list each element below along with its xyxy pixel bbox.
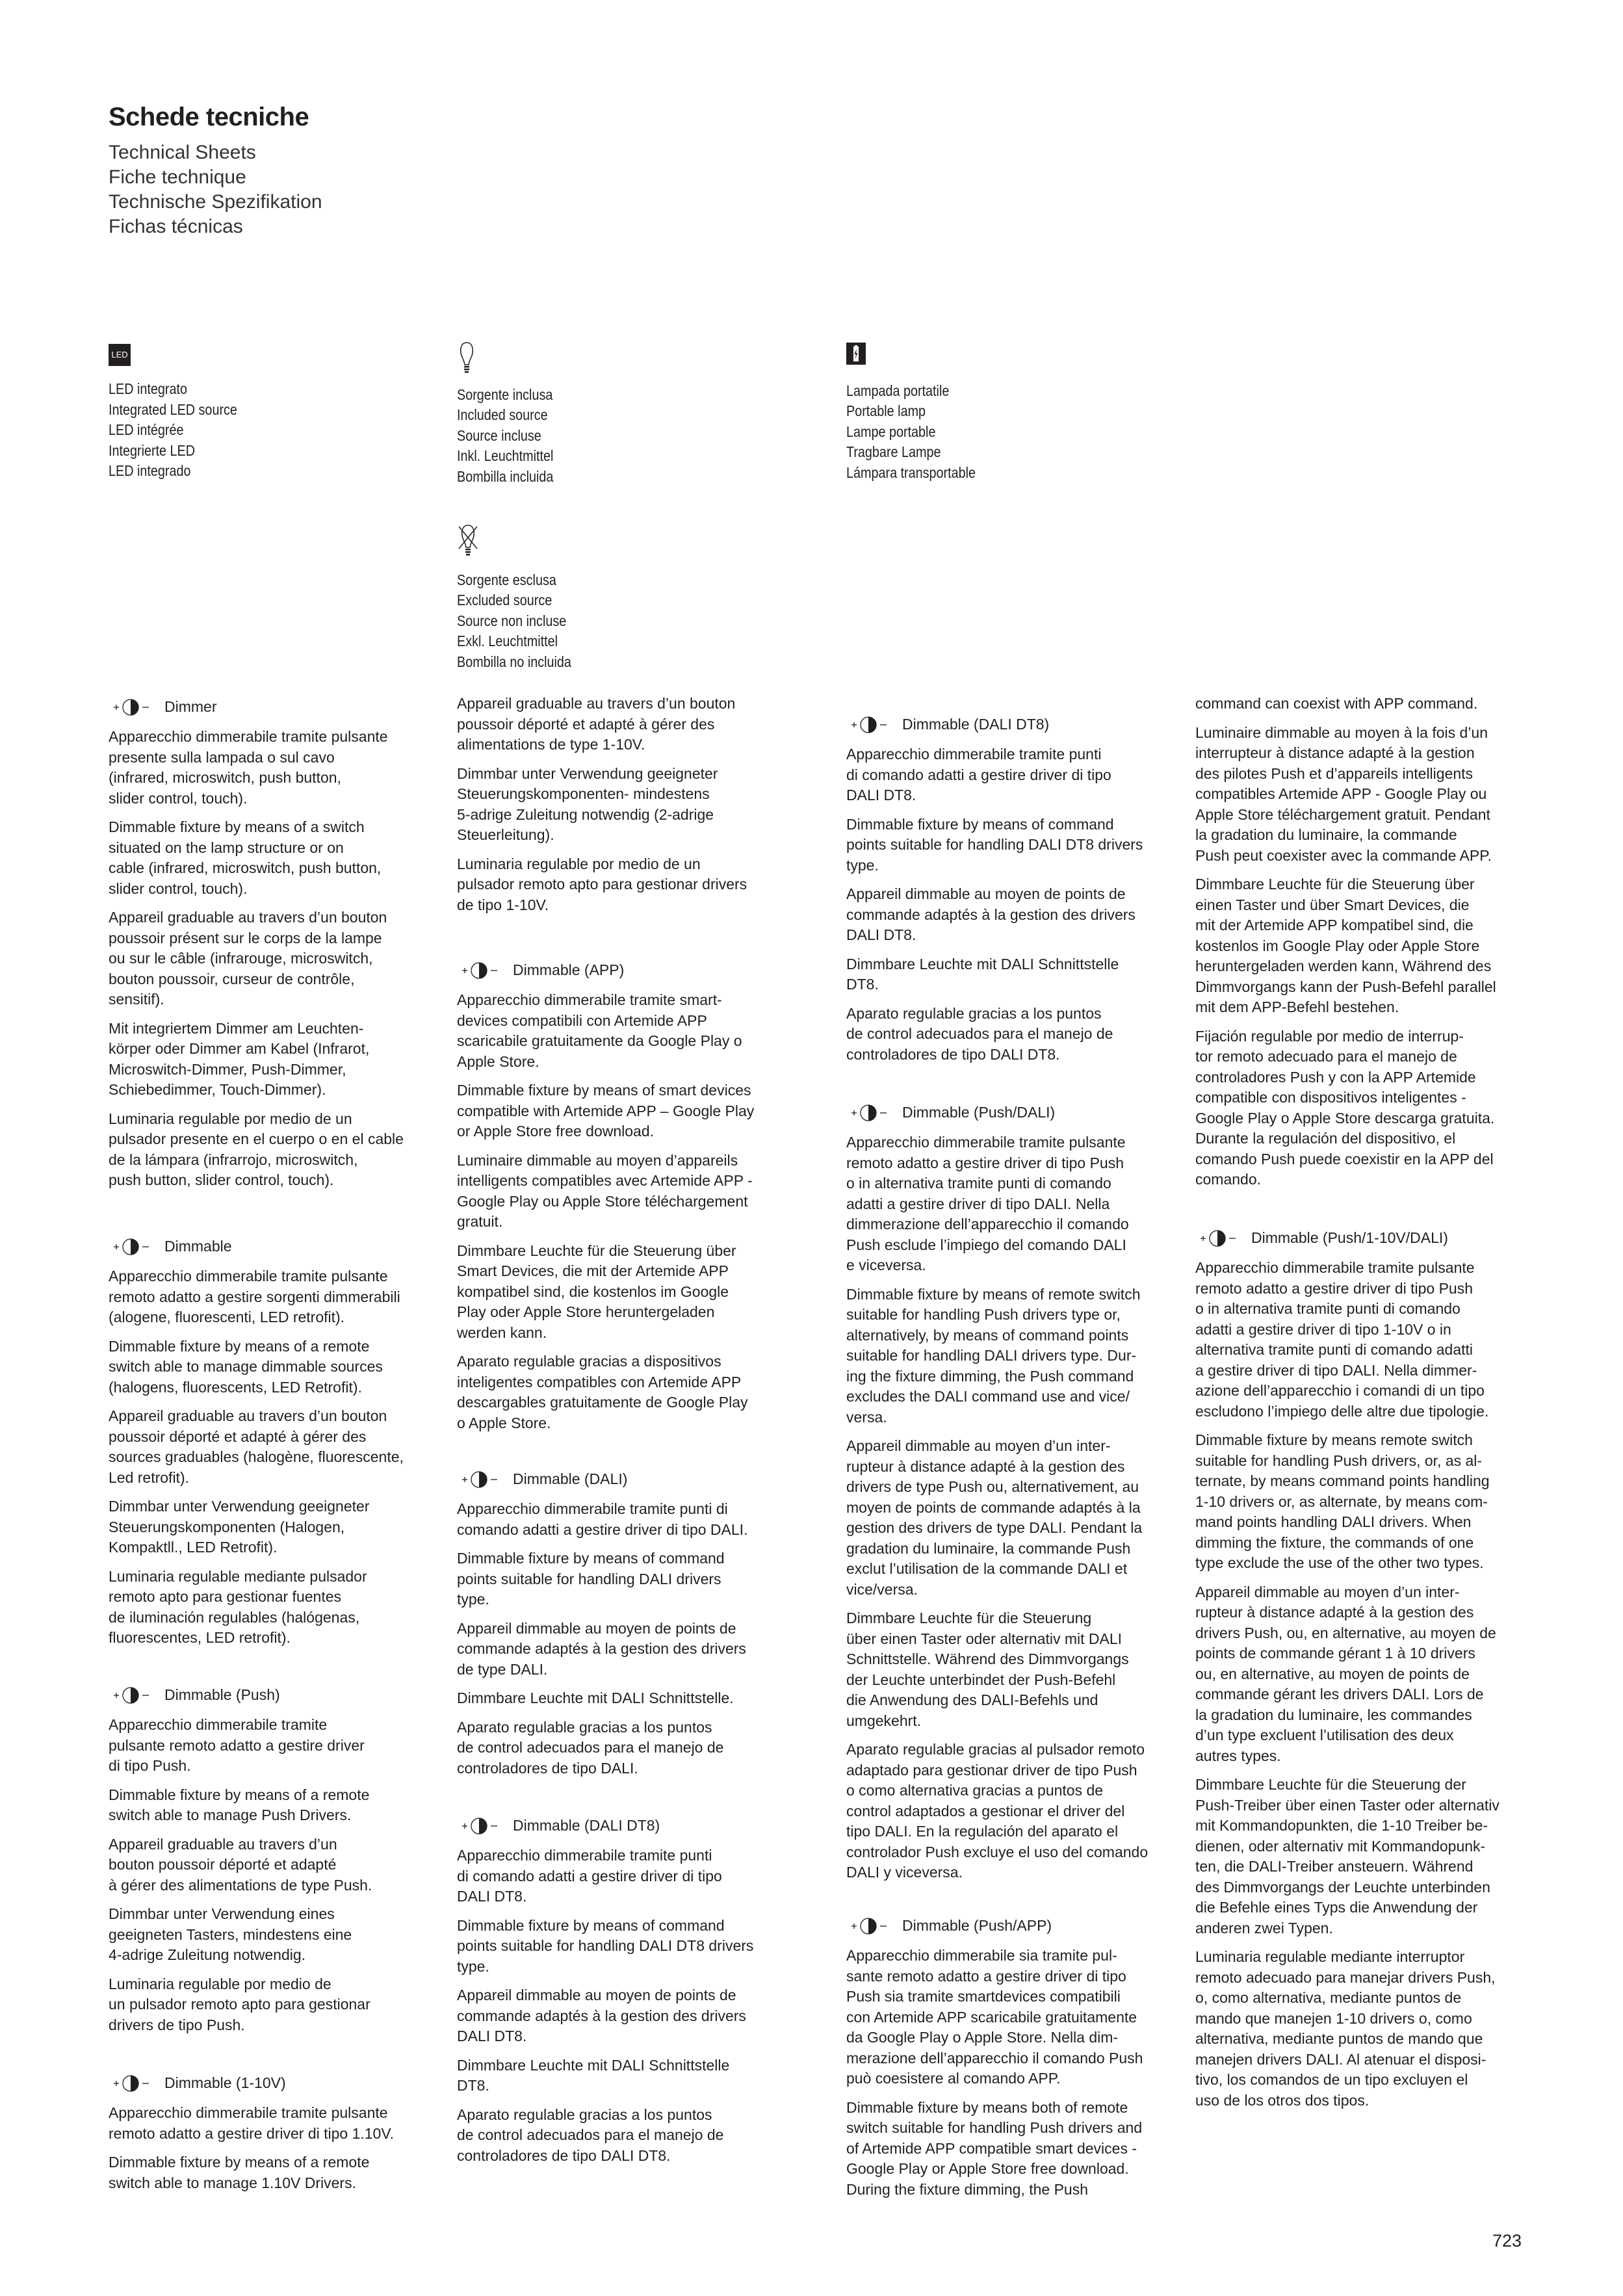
section-title: Dimmer: [164, 698, 217, 716]
section-paragraph: Dimmable fixture by means remote switch suitable for handling Push drivers, or, as al- ternate, by means command points handling 1-10 drivers or, as alternate, by means com- mand points handling DALI drivers. When dimming the fixture, the commands of one type exclude the use of the other two types.: [1195, 1431, 1490, 1571]
section-paragraph: Apparecchio dimmerabile tramite pulsante remoto adatto a gestire driver di tipo Push o in alternativa tramite punti di comando adatti a gestire driver di tipo 1-10V o in alternativa tramite punti di comando adatti a gestire driver di tipo DALI. Nella dimmer- azione dell’apparecchio i comandi di un tipo escludono l’impiego delle altre due tipologie.: [1195, 1259, 1489, 1420]
dimming-section: [457, 1469, 821, 1787]
section-paragraph: Appareil dimmable au moyen d’un inter- rupteur à distance adapté à la gestion des drivers de type Push ou, alternativement, au moyen de points de commande adaptés à la gestion des drivers de type DALI. Pendant la gradation du luminaire, la commande Push exclut l’utilisation de la commande DALI et vice/versa.: [846, 1437, 1143, 1598]
section-paragraph: Dimmbare Leuchte für die Steuerung über Smart Devices, die mit der Artemide APP kompatibel sind, die kostenlos im Google Play oder Apple Store heruntergeladen werden kann.: [457, 1242, 736, 1341]
page-number: 723: [1492, 2231, 1522, 2250]
led-badge-icon: LED: [109, 344, 131, 366]
section-paragraph: Luminaria regulable mediante interruptor remoto adecuado para manejar drivers Push, o, como alternativa, mediante puntos de mando que manejen 1-10 drivers o, como alternativa, mediante puntos de mando que manejen drivers DALI. Al atenuar el disposi- tivo, los comandos de un tipo excluyen el uso de los otros dos tipos.: [1195, 1948, 1496, 2109]
subtitle-es: Fichas técnicas: [109, 216, 243, 237]
dimmer-icon: [114, 698, 150, 717]
section-paragraph: Luminaria regulable mediante pulsador remoto apto para gestionar fuentes de iluminación regulables (halógenas, fluorescentes, LED retrofit).: [109, 1567, 367, 1646]
legend-portable-lamp: [846, 343, 996, 483]
section-header: [109, 697, 473, 718]
legend-source-included: [457, 341, 569, 487]
section-title: Dimmable (Push/DALI): [902, 1104, 1056, 1121]
section-paragraph: Appareil graduable au travers d’un bouton poussoir déporté et adapté à gérer des alimentations de type Push.: [109, 1835, 372, 1894]
section-paragraph: Appareil dimmable au moyen de points de commande adaptés à la gestion des drivers DALI DT8.: [457, 1987, 746, 2044]
section-paragraph: Apparecchio dimmerabile tramite pulsante remoto adatto a gestire driver di tipo Push o in alternativa tramite punti di comando adatti a gestire driver di tipo DALI. Nella dimmerazione dell’apparecchio il comando Push esclude l’impiego del comando DALI e viceversa.: [846, 1134, 1129, 1273]
section-paragraph: Appareil dimmable au moyen de points de commande adaptés à la gestion des drivers DALI DT8.: [846, 885, 1136, 943]
dimmer-icon: [114, 1237, 150, 1257]
section-paragraph: Dimmable fixture by means of a switch situated on the lamp structure or on cable (infrared, microswitch, push button, slider control, touch).: [109, 818, 382, 897]
section-paragraph: Dimmable fixture by means of command points suitable for handling DALI drivers type.: [457, 1550, 725, 1608]
section-paragraph: Dimmable fixture by means of a remote switch able to manage dimmable sources (halogens, fluorescents, LED Retrofit).: [109, 1337, 383, 1396]
section-paragraph: Apparecchio dimmerabile tramite pulsante presente sulla lampada o sul cavo (infrared, microswitch, push button, slider control, touch).: [109, 728, 388, 807]
legend-text: LED integrato Integrated LED source LED intégrée Integrierte LED LED integrado: [109, 380, 237, 479]
section-paragraph: Appareil dimmable au moyen d’un inter- rupteur à distance adapté à la gestion des drivers Push, ou, en alternative, au moyen de points de commande gérant 1 à 10 drivers ou, en alternative, au moyen de points de commande gérant les drivers DALI. Lors de la gradation du luminaire, les commandes d’un type excluent l’utilisation des deux autres types.: [1195, 1583, 1496, 1764]
section-paragraph: Dimmbare Leuchte mit DALI Schnittstelle.: [457, 1689, 734, 1706]
dimming-section: [457, 960, 821, 1442]
battery-icon: [846, 343, 866, 365]
dimming-section: [109, 1236, 473, 1657]
dimmer-icon: [114, 2074, 150, 2093]
dimmer-icon: [851, 715, 888, 735]
section-paragraph: Dimmable fixture by means of a remote switch able to manage 1.10V Drivers.: [109, 2154, 370, 2191]
section-title: Dimmable (Push/APP): [902, 1917, 1052, 1935]
dimmer-icon: [114, 1686, 150, 1705]
legend-text: Sorgente esclusa Excluded source Source non incluse Exkl. Leuchtmittel Bombilla no incluida: [457, 571, 571, 670]
section-paragraph: Dimmbar unter Verwendung geeigneter Steuerungskomponenten- mindestens 5-adrige Zuleitung notwendig (2-adrige Steuerleitung).: [457, 764, 718, 843]
page-subtitles: [109, 140, 322, 239]
dimming-section: [846, 1916, 1210, 2208]
bulb-crossed-icon: [457, 524, 479, 556]
section-title: Dimmable (Push/1-10V/DALI): [1251, 1229, 1448, 1247]
dimmer-icon: [1201, 1229, 1237, 1248]
section-paragraph: Dimmable fixture by means of command points suitable for handling DALI DT8 drivers type.: [457, 1916, 754, 1975]
dimmer-icon: [462, 961, 499, 980]
section-title: Dimmable: [164, 1238, 232, 1255]
section-title: Dimmable (DALI DT8): [513, 1817, 660, 1834]
section-title: Dimmable (APP): [513, 961, 625, 979]
section-paragraph: Luminaire dimmable au moyen à la fois d’un interrupteur à distance adapté à la gestion des pilotes Push et d’appareils intelligents compatibles Artemide APP - Google Play ou Apple Store téléchargement gratuit. Pendant la gradation du luminaire, la commande Push peut coexister avec la commande APP.: [1195, 724, 1492, 864]
section-paragraph: Dimmbare Leuchte mit DALI Schnittstelle DT8.: [846, 955, 1119, 993]
section-header: [109, 2073, 473, 2094]
dimming-section: [1195, 1228, 1559, 2119]
section-paragraph: Appareil graduable au travers d’un bouton poussoir déporté et adapté à gérer des sources graduables (halogène, fluorescente, Led retrofit).: [109, 1407, 404, 1486]
section-header: [457, 1816, 821, 1836]
dimming-section-continued: [457, 694, 821, 924]
section-paragraph: Apparecchio dimmerabile tramite pulsante remoto adatto a gestire driver di tipo Push.: [109, 1716, 365, 1774]
section-paragraph: Luminaire dimmable au moyen d’appareils intelligents compatibles avec Artemide APP - Google Play ou Apple Store téléchargement gratuit.: [457, 1151, 753, 1230]
dimming-section: [109, 1685, 473, 2044]
subtitle-de: Technische Spezifikation: [109, 191, 322, 213]
dimmer-icon: [851, 1103, 888, 1123]
section-paragraph: Aparato regulable gracias a los puntos de control adecuados para el manejo de controladores de tipo DALI.: [457, 1718, 724, 1777]
section-header: [846, 714, 1210, 735]
dimmer-icon: [462, 1470, 499, 1489]
section-title: Dimmable (Push): [164, 1686, 280, 1704]
bulb-icon: [457, 341, 476, 374]
subtitle-en: Technical Sheets: [109, 142, 256, 163]
section-paragraph: Aparato regulable gracias a los puntos de control adecuados para el manejo de controladores de tipo DALI DT8.: [457, 2106, 724, 2164]
section-paragraph: Luminaria regulable por medio de un pulsador presente en el cuerpo o en el cable de la lámpara (infrarrojo, microswitch, push button, slider control, touch).: [109, 1110, 404, 1188]
dimming-section: [109, 2073, 473, 2202]
dimming-section-continued: [1195, 694, 1559, 1199]
dimming-section: [457, 1816, 821, 2174]
section-paragraph: Aparato regulable gracias a los puntos de control adecuados para el manejo de controladores de tipo DALI DT8.: [846, 1004, 1113, 1063]
section-paragraph: Luminaria regulable por medio de un pulsador remoto apto para gestionar drivers de tipo 1-10V.: [457, 855, 747, 913]
section-paragraph: Dimmable fixture by means of remote switch suitable for handling Push drivers type or, alternatively, by means of command points suitable for handling DALI drivers type. Dur- ing the fixture dimming, the Push command excludes the DALI command use and vice/ versa.: [846, 1285, 1141, 1426]
section-paragraph: Dimmable fixture by means of smart devices compatible with Artemide APP – Google Play or Apple Store free download.: [457, 1082, 755, 1140]
dimmer-icon: [851, 1916, 888, 1936]
section-title: Dimmable (1-10V): [164, 2074, 286, 2092]
section-header: [846, 1102, 1210, 1123]
section-paragraph: Appareil graduable au travers d’un bouton poussoir déporté et adapté à gérer des alimentations de type 1-10V.: [457, 695, 736, 753]
section-paragraph: Dimmable fixture by means of a remote switch able to manage Push Drivers.: [109, 1786, 370, 1823]
section-paragraph: Apparecchio dimmerabile tramite punti di comando adatti a gestire driver di tipo DALI DT8.: [846, 746, 1111, 803]
dimming-section: [109, 697, 473, 1199]
section-paragraph: Apparecchio dimmerabile tramite punti di comando adatti a gestire driver di tipo DALI DT8.: [457, 1847, 722, 1905]
section-paragraph: Luminaria regulable por medio de un pulsador remoto apto para gestionar drivers de tipo Push.: [109, 1975, 370, 2033]
section-header: [109, 1685, 473, 1706]
section-paragraph: Dimmable fixture by means of command points suitable for handling DALI DT8 drivers type.: [846, 815, 1143, 874]
section-title: Dimmable (DALI DT8): [902, 716, 1050, 733]
dimming-section: [846, 1102, 1210, 1892]
dimming-section: [846, 714, 1210, 1073]
section-paragraph: Apparecchio dimmerabile sia tramite pul- sante remoto adatto a gestire driver di tipo Push sia tramite smartdevices compatibili con Artemide APP scaricabile gratuitamente da Google Play o Apple Store. Nella dim- merazione dell’apparecchio il comando Push può coesistere al comando APP.: [846, 1947, 1143, 2087]
section-paragraph: Dimmbare Leuchte für die Steuerung über einen Taster und über Smart Devices, die mit der Artemide APP kompatibel sind, die kostenlos im Google Play oder Apple Store heruntergeladen werden kann, Während des Dimmvorgangs kann der Push-Befehl parallel mit dem APP-Befehl bestehen.: [1195, 876, 1496, 1015]
section-paragraph: Appareil graduable au travers d’un bouton poussoir présent sur le corps de la lampe ou sur le câble (infrarouge, microswitch, bouton poussoir, curseur de contrôle, sensitif).: [109, 909, 387, 1008]
legend-text: Lampada portatile Portable lamp Lampe portable Tragbare Lampe Lámpara transportable: [846, 382, 976, 481]
dimmer-icon: [462, 1816, 499, 1836]
section-header: [846, 1916, 1210, 1937]
section-header: [457, 1469, 821, 1490]
section-paragraph: Dimmbar unter Verwendung eines geeigneten Tasters, mindestens eine 4-adrige Zuleitung notwendig.: [109, 1905, 352, 1963]
section-header: [457, 960, 821, 981]
section-paragraph: Fijación regulable por medio de interrup- tor remoto adecuado para el manejo de controladores Push y con la APP Artemide compatible con dispositivos inteligentes - Google Play o Apple Store descarga gratuita. Durante la regulación del dispositivo, el comando Push puede coexistir en la APP del comando.: [1195, 1027, 1495, 1188]
section-paragraph: command can coexist with APP command.: [1195, 695, 1478, 712]
legend-led-integrated: [109, 343, 258, 482]
legend-text: Sorgente inclusa Included source Source incluse Inkl. Leuchtmittel Bombilla incluida: [457, 385, 554, 485]
section-paragraph: Apparecchio dimmerabile tramite smart- devices compatibili con Artemide APP scaricabile gratuitamente da Google Play o Apple Store.: [457, 991, 742, 1070]
section-paragraph: Dimmable fixture by means both of remote switch suitable for handling Push drivers and of Artemide APP compatible smart devices - Google Play or Apple Store free download. During the fixture dimming, the Push: [846, 2098, 1143, 2198]
section-header: [109, 1236, 473, 1257]
section-header: [1195, 1228, 1559, 1249]
section-paragraph: Dimmbare Leuchte mit DALI Schnittstelle DT8.: [457, 2056, 730, 2094]
legend-source-excluded: [457, 524, 590, 672]
section-paragraph: Appareil dimmable au moyen de points de commande adaptés à la gestion des drivers de type DALI.: [457, 1619, 746, 1678]
section-paragraph: Dimmbar unter Verwendung geeigneter Steuerungskomponenten (Halogen, Kompaktll., LED Retrofit).: [109, 1498, 370, 1556]
section-paragraph: Dimmbare Leuchte für die Steuerung der Push-Treiber über einen Taster oder alternativ mit Kommandopunkten, die 1-10 Treiber be- dienen, oder alternativ mit Kommandopunk- ten, die DALI-Treiber ansteuern. Während des Dimmvorgangs der Leuchte unterbinden die Befehle eines Typs die Anwendung der anderen zwei Typen.: [1195, 1776, 1500, 1937]
section-paragraph: Dimmbare Leuchte für die Steuerung über einen Taster oder alternativ mit DALI Schnittstelle. Während des Dimmvorgangs der Leuchte unterbindet der Push-Befehl die Anwendung des DALI-Befehls und umgekehrt.: [846, 1610, 1129, 1729]
subtitle-fr: Fiche technique: [109, 166, 246, 188]
section-paragraph: Aparato regulable gracias a dispositivos inteligentes compatibles con Artemide APP descargables gratuitamente de Google Play o Apple Store.: [457, 1353, 748, 1431]
section-paragraph: Apparecchio dimmerabile tramite punti di comando adatti a gestire driver di tipo DALI.: [457, 1500, 748, 1538]
section-paragraph: Aparato regulable gracias al pulsador remoto adaptado para gestionar driver de tipo Push o como alternativa gracias a puntos de control adaptados a gestionar el driver del tipo DALI. En la regulación del aparato el controlador Push excluye el uso del comando DALI y viceversa.: [846, 1741, 1149, 1881]
section-paragraph: Mit integriertem Dimmer am Leuchten- körper oder Dimmer am Kabel (Infrarot, Microswitch-Dimmer, Push-Dimmer, Schiebedimmer, Touch-Dimmer).: [109, 1019, 370, 1098]
section-title: Dimmable (DALI): [513, 1470, 628, 1488]
page-title: Schede tecniche: [109, 103, 309, 131]
section-paragraph: Apparecchio dimmerabile tramite pulsante remoto adatto a gestire sorgenti dimmerabili (alogene, fluorescenti, LED retrofit).: [109, 1268, 400, 1325]
section-paragraph: Apparecchio dimmerabile tramite pulsante remoto adatto a gestire driver di tipo 1.10V.: [109, 2104, 394, 2142]
